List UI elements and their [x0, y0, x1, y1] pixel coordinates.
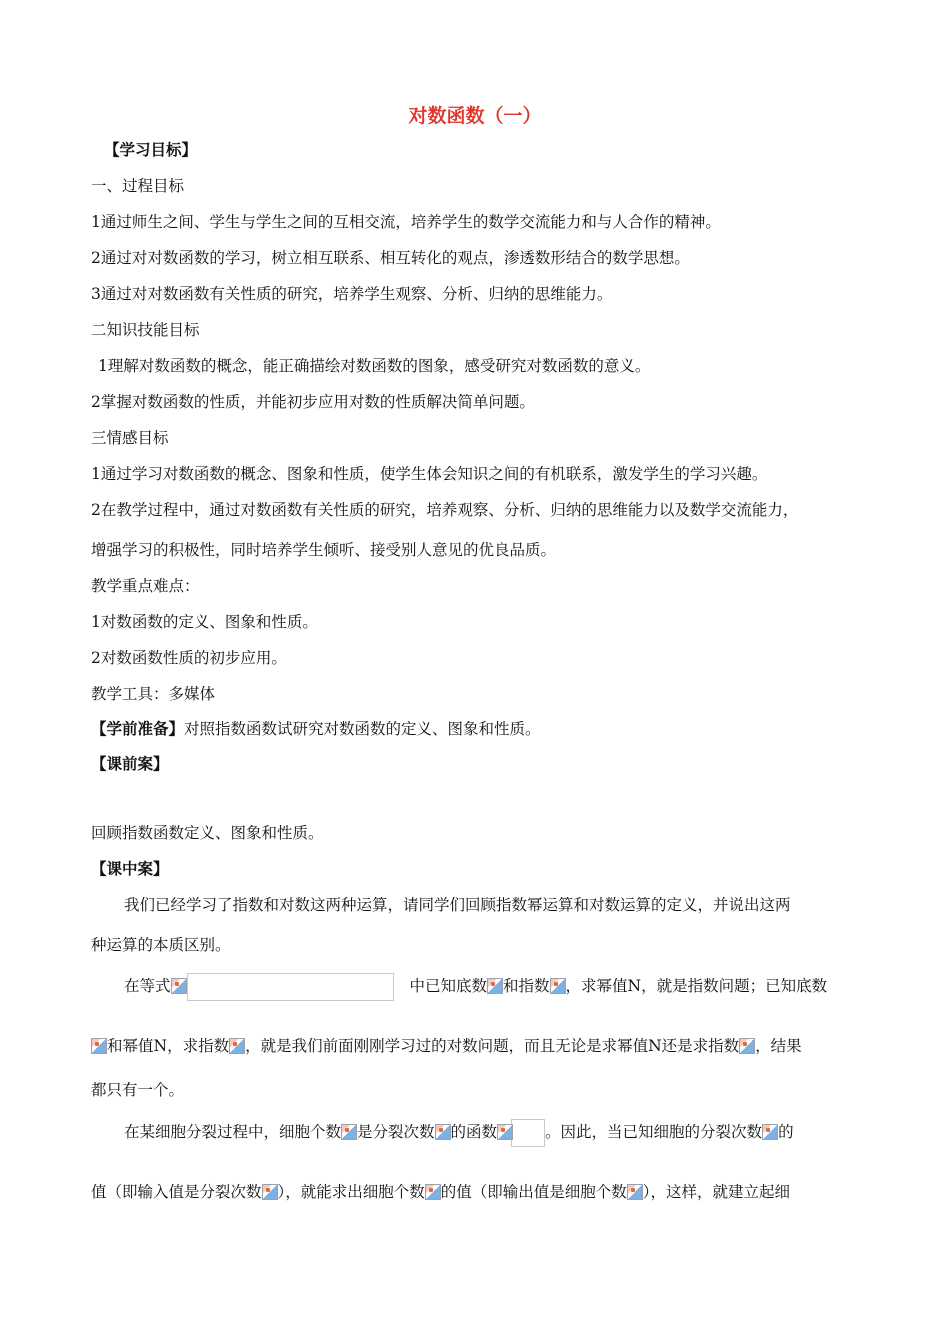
- objective-item: 3通过对对数函数有关性质的研究，培养学生观察、分析、归纳的思维能力。: [91, 285, 613, 303]
- formula-image-icon: [435, 1124, 451, 1140]
- formula-image-icon: [425, 1184, 441, 1200]
- formula-image-icon: [341, 1124, 357, 1140]
- text-run: ），这样，就建立起细: [642, 1183, 791, 1201]
- formula-image-icon: [550, 978, 566, 994]
- equation-placeholder: [187, 973, 394, 1001]
- text-run: ，求幂值N，就是指数问题；已知底数: [565, 977, 828, 995]
- text-run: 和幂值N，求指数: [107, 1037, 230, 1055]
- formula-image-icon: [229, 1038, 245, 1054]
- paragraph-line: 都只有一个。: [91, 1081, 185, 1099]
- text-run: 在某细胞分裂过程中，细胞个数: [124, 1123, 342, 1141]
- formula-image-icon: [487, 978, 503, 994]
- objective-item: 1通过学习对数函数的概念、图象和性质，使学生体会知识之间的有机联系，激发学生的学习兴趣。: [91, 465, 768, 483]
- key-point: 1对数函数的定义、图象和性质。: [91, 613, 318, 631]
- objective-item: 1理解对数函数的概念，能正确描绘对数函数的图象，感受研究对数函数的意义。: [98, 357, 651, 375]
- paragraph-line-equation: [124, 973, 827, 1001]
- subheading-knowledge: 二知识技能目标: [91, 321, 200, 339]
- page-title: 对数函数（一）: [408, 105, 542, 127]
- text-run: 在等式: [124, 977, 171, 995]
- objective-item: 2掌握对数函数的性质，并能初步应用对数的性质解决简单问题。: [91, 393, 535, 411]
- text-run: ，结果: [755, 1037, 802, 1055]
- formula-image-icon: [762, 1124, 778, 1140]
- objective-item: 1通过师生之间、学生与学生之间的互相交流，培养学生的数学交流能力和与人合作的精神。: [91, 213, 721, 231]
- paragraph-line: [124, 1119, 794, 1147]
- formula-image-icon: [497, 1124, 513, 1140]
- paragraph-line: [91, 1036, 802, 1056]
- subheading-emotion: 三情感目标: [91, 429, 169, 447]
- function-placeholder: [511, 1119, 545, 1147]
- objective-item: 2通过对对数函数的学习，树立相互联系、相互转化的观点，渗透数形结合的数学思想。: [91, 249, 690, 267]
- objective-item: 2在教学过程中，通过对数函数有关性质的研究，培养观察、分析、归纳的思维能力以及数学交流能力，: [91, 501, 799, 519]
- paragraph-line: [91, 1182, 790, 1202]
- formula-image-icon: [739, 1038, 755, 1054]
- text-run: ，就是我们前面刚刚学习过的对数问题，而且无论是求幂值N还是求指数: [245, 1037, 740, 1055]
- text-run: 和指数: [503, 977, 550, 995]
- text-run: 中已知底数: [409, 977, 488, 995]
- key-point: 2对数函数性质的初步应用。: [91, 649, 287, 667]
- subheading-process: 一、过程目标: [91, 177, 185, 195]
- teaching-tools: 教学工具：多媒体: [91, 685, 216, 703]
- text-run: 。因此，当已知细胞的分裂次数: [545, 1123, 763, 1141]
- key-points-heading: 教学重点难点：: [91, 577, 200, 595]
- preparation-label: 【学前准备】: [91, 720, 185, 738]
- formula-image-icon: [91, 1038, 107, 1054]
- preparation: [91, 719, 541, 739]
- review-text: 回顾指数函数定义、图象和性质。: [91, 824, 324, 842]
- objective-item-continued: 增强学习的积极性，同时培养学生倾听、接受别人意见的优良品质。: [91, 541, 557, 559]
- text-run: 是分裂次数: [357, 1123, 435, 1141]
- text-run: ），就能求出细胞个数: [277, 1183, 425, 1201]
- text-run: 的值（即输出值是细胞个数: [440, 1183, 627, 1201]
- formula-image-icon: [627, 1184, 643, 1200]
- text-run: 的函数: [450, 1123, 498, 1141]
- section-heading-pre-class: 【课前案】: [91, 755, 169, 773]
- paragraph-line: 种运算的本质区别。: [91, 936, 231, 954]
- text-run: 值（即输入值是分裂次数: [91, 1183, 262, 1201]
- formula-image-icon: [171, 978, 187, 994]
- section-heading-objectives: 【学习目标】: [104, 141, 198, 159]
- text-run: 的: [778, 1123, 794, 1141]
- paragraph-line: 我们已经学习了指数和对数这两种运算，请同学们回顾指数幂运算和对数运算的定义，并说出这两: [124, 896, 791, 914]
- formula-image-icon: [262, 1184, 278, 1200]
- section-heading-in-class: 【课中案】: [91, 860, 169, 878]
- preparation-text: 对照指数函数试研究对数函数的定义、图象和性质。: [184, 720, 541, 738]
